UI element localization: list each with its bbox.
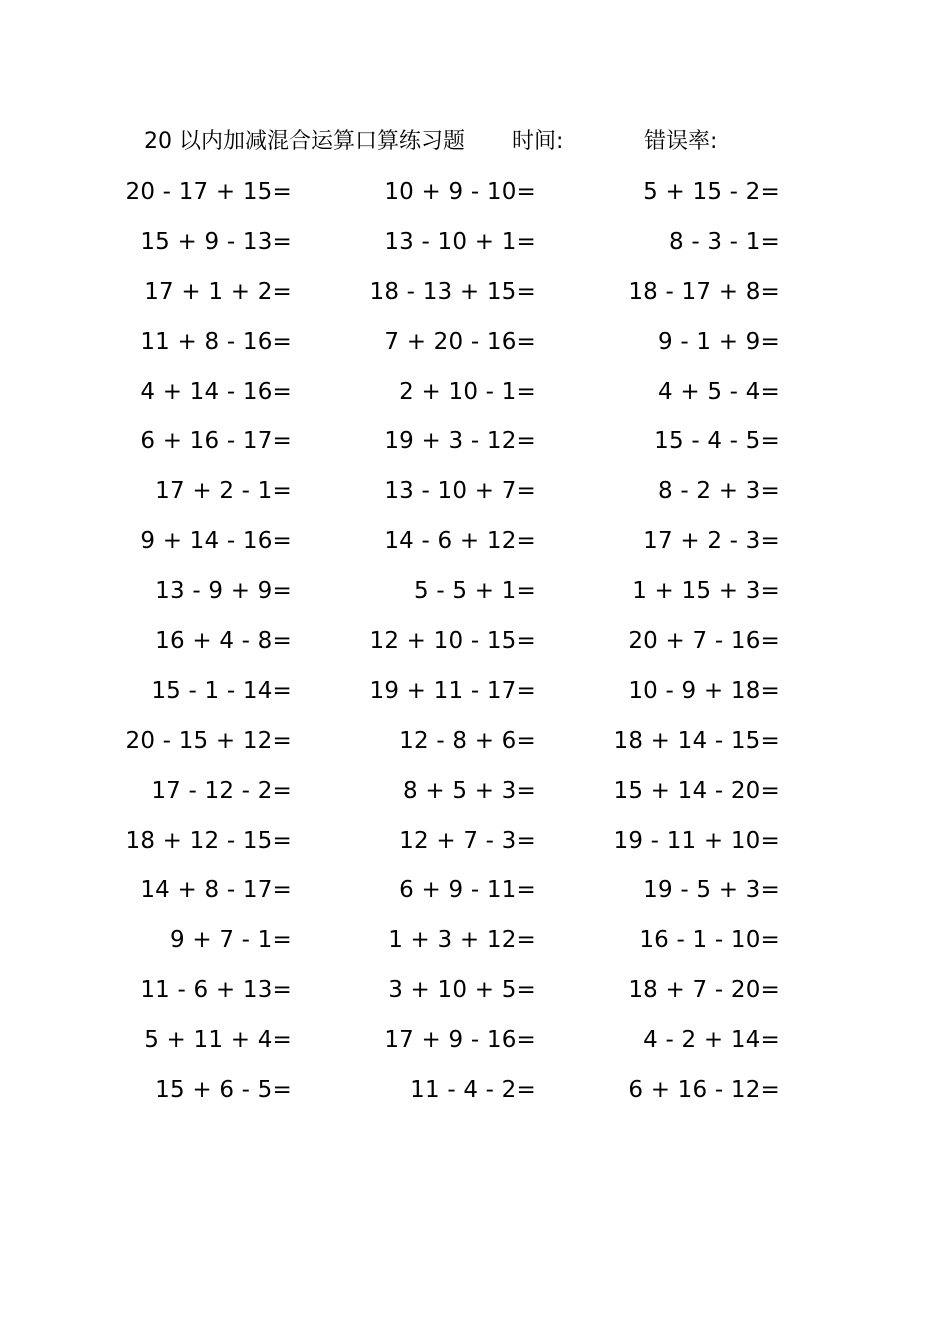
problem-row xyxy=(0,521,950,571)
problem-row xyxy=(0,1020,950,1070)
math-problem: 18 + 14 - 15= xyxy=(613,727,780,754)
math-problem: 20 - 15 + 12= xyxy=(125,727,292,754)
math-problem: 5 + 15 - 2= xyxy=(643,179,780,205)
problem-row xyxy=(0,1070,950,1120)
math-problem: 15 + 14 - 20= xyxy=(613,777,780,804)
problem-row xyxy=(0,571,950,621)
math-problem: 16 - 1 - 10= xyxy=(639,927,780,954)
math-problem: 19 + 3 - 12= xyxy=(384,428,536,455)
math-problem: 18 + 12 - 15= xyxy=(125,827,292,854)
math-problem: 19 - 11 + 10= xyxy=(613,827,780,854)
problem-row xyxy=(0,621,950,671)
problem-row xyxy=(0,322,950,372)
problem-row xyxy=(0,272,950,322)
math-problem: 19 + 11 - 17= xyxy=(369,677,536,704)
math-problem: 12 + 7 - 3= xyxy=(399,827,536,854)
page-title: 20 以内加减混合运算口算练习题 xyxy=(144,129,465,154)
math-problem: 17 - 12 - 2= xyxy=(151,777,292,804)
math-problem: 15 + 6 - 5= xyxy=(155,1077,292,1104)
math-problem: 1 + 15 + 3= xyxy=(632,578,780,605)
math-problem: 4 + 14 - 16= xyxy=(140,378,292,405)
math-problem: 14 - 6 + 12= xyxy=(384,528,536,555)
worksheet-header xyxy=(144,124,864,160)
math-problem: 16 + 4 - 8= xyxy=(155,628,292,655)
problem-row xyxy=(0,771,950,821)
math-problem: 9 - 1 + 9= xyxy=(658,328,780,355)
problem-row xyxy=(0,721,950,771)
math-problem: 4 - 2 + 14= xyxy=(643,1027,780,1054)
math-problem: 8 - 3 - 1= xyxy=(668,228,780,255)
problem-row xyxy=(0,172,950,222)
problem-row xyxy=(0,821,950,871)
math-problem: 4 + 5 - 4= xyxy=(658,378,780,405)
math-problem: 10 + 9 - 10= xyxy=(384,179,536,205)
math-problem: 18 - 13 + 15= xyxy=(369,278,536,305)
problem-grid xyxy=(0,172,950,1120)
time-label: 时间: xyxy=(512,129,564,154)
math-problem: 6 + 9 - 11= xyxy=(399,877,536,904)
math-problem: 20 + 7 - 16= xyxy=(628,628,780,655)
math-problem: 5 + 11 + 4= xyxy=(144,1027,292,1054)
math-problem: 7 + 20 - 16= xyxy=(384,328,536,355)
problem-row xyxy=(0,421,950,471)
math-problem: 12 - 8 + 6= xyxy=(399,727,536,754)
math-problem: 6 + 16 - 12= xyxy=(628,1077,780,1104)
problem-row xyxy=(0,222,950,272)
math-problem: 9 + 14 - 16= xyxy=(140,528,292,555)
math-problem: 18 - 17 + 8= xyxy=(628,278,780,305)
problem-row xyxy=(0,671,950,721)
problem-row xyxy=(0,870,950,920)
math-problem: 8 + 5 + 3= xyxy=(403,777,536,804)
problem-row xyxy=(0,471,950,521)
math-problem: 2 + 10 - 1= xyxy=(399,378,536,405)
math-problem: 17 + 9 - 16= xyxy=(384,1027,536,1054)
math-problem: 17 + 2 - 3= xyxy=(643,528,780,555)
math-problem: 11 - 6 + 13= xyxy=(140,977,292,1004)
math-problem: 15 - 1 - 14= xyxy=(151,677,292,704)
math-problem: 9 + 7 - 1= xyxy=(170,927,292,954)
math-problem: 20 - 17 + 15= xyxy=(125,179,292,205)
math-problem: 11 + 8 - 16= xyxy=(140,328,292,355)
math-problem: 3 + 10 + 5= xyxy=(388,977,536,1004)
math-problem: 11 - 4 - 2= xyxy=(410,1077,536,1104)
math-problem: 8 - 2 + 3= xyxy=(658,478,780,505)
math-problem: 15 - 4 - 5= xyxy=(654,428,780,455)
math-problem: 13 - 9 + 9= xyxy=(155,578,292,605)
math-problem: 13 - 10 + 7= xyxy=(384,478,536,505)
math-problem: 17 + 1 + 2= xyxy=(144,278,292,305)
problem-row xyxy=(0,920,950,970)
math-problem: 10 - 9 + 18= xyxy=(628,677,780,704)
math-problem: 19 - 5 + 3= xyxy=(643,877,780,904)
problem-row xyxy=(0,372,950,422)
math-problem: 17 + 2 - 1= xyxy=(155,478,292,505)
math-problem: 5 - 5 + 1= xyxy=(414,578,536,605)
math-problem: 18 + 7 - 20= xyxy=(628,977,780,1004)
problem-row xyxy=(0,970,950,1020)
math-problem: 1 + 3 + 12= xyxy=(388,927,536,954)
math-problem: 12 + 10 - 15= xyxy=(369,628,536,655)
math-problem: 15 + 9 - 13= xyxy=(140,228,292,255)
math-problem: 14 + 8 - 17= xyxy=(140,877,292,904)
math-problem: 13 - 10 + 1= xyxy=(384,228,536,255)
error-rate-label: 错误率: xyxy=(644,129,718,154)
math-problem: 6 + 16 - 17= xyxy=(140,428,292,455)
